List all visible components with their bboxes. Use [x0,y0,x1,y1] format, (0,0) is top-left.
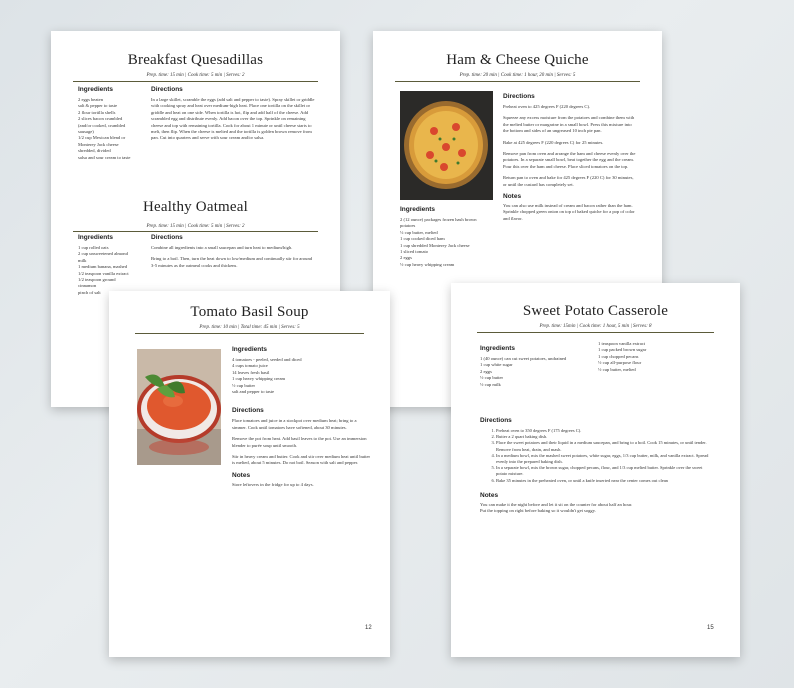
ingredient-item: 1 cup packed brown sugar [598,347,647,353]
ingredients-heading: Ingredients [232,346,268,353]
ingredient-item: 1 cup cooked diced ham [400,236,445,242]
title-rule [73,81,318,82]
ingredient-item: ½ cup butter, melted [598,366,636,372]
ingredient-item: 1 medium banana, mashed [78,264,127,270]
ingredient-item: salt & pepper to taste [78,103,118,109]
title-rule [73,231,318,232]
recipe-meta: Prep. time: 15 min | Cook time: 5 min | Serves: 2 [146,224,245,229]
direction-step: 2. Butter a 2 quart baking dish. [496,434,712,440]
directions-text: Place tomatoes and juice in a stockpot over medium heat; bring to a simmer. Cook until tomatoes have softened, about 30 minutes. [232,418,357,430]
ingredient-item: 1/2 teaspoon vanilla extract [78,270,129,276]
notes-heading: Notes [480,491,499,499]
ingredient-item: ½ cup butter [232,382,256,388]
page-title: Tomato Basil Soup [190,304,309,320]
ingredient-item: pinch of salt [78,289,101,295]
ingredient-item: 2 cup unsweetened almond [78,251,128,257]
ingredient-item: 2 slices bacon crumbled [78,116,123,122]
direction-step: 3. Place the sweet potatoes and their liquid in a medium saucepan, and bring to a boil. Cook 15 minutes, or until tender. Remove from heat, drain, and mash. [496,440,712,452]
direction-step: 6. Bake 35 minutes in the preheated oven, or until a knife inserted near the center comes out clean [496,478,712,484]
ingredient-item: 1 cup rolled oats [78,245,109,250]
ingredient-item: 1/2 cup Mexican blend or [78,135,126,141]
notes-text: You can also use milk instead of cream and bacon rather than the ham. Sprinkle chopped green onion on top of baked quiche for a pop of color and flavor. [503,203,635,221]
ingredient-item: 2 flour tortilla shells [78,109,116,115]
page-title: Breakfast Quesadillas [127,52,264,68]
directions-text: Preheat oven to 425 degrees F (220 degrees C). [503,104,591,109]
ingredient-item: ½ cup heavy whipping cream [400,261,455,267]
ingredient-item: 1 cup chopped pecans [598,353,639,359]
ingredient-item: 2 eggs beaten [78,97,104,102]
recipe-meta: Prep. time: 10 min | Total time: 45 min | Serves: 5 [199,325,300,330]
ingredient-item: 4 cups tomato juice [232,363,268,369]
ingredients-heading: Ingredients [78,234,114,241]
ingredient-item: 14 leaves fresh basil [232,369,270,375]
page-sweet-potato [451,283,740,657]
page-number: 15 [707,625,714,631]
ingredient-item: 1 (40 ounce) can cut sweet potatoes, undrained [480,356,567,361]
ingredient-item: 1/2 teaspoon ground [78,277,116,283]
directions-heading: Directions [480,417,512,424]
directions-heading: Directions [503,93,535,100]
direction-step: 5. In a separate bowl, mix the brown sugar, chopped pecans, flour, and 1/3 cup melted butter. Sprinkle over the sweet potato mixture. [496,465,712,477]
ingredient-item: 2 eggs [480,368,492,374]
directions-text: Bring to a boil. Then, turn the heat down to low/medium and continually stir for around 3-5 minutes as the oatmeal cooks and thickens. [151,256,313,268]
title-rule [477,332,714,333]
recipe-meta: Prep. time: 15 min | Cook time: 5 min | Serves: 2 [146,73,245,78]
directions-text: In a large skillet, scramble the eggs (add salt and pepper to taste). Spray skillet or griddle with cooking spray and heat over medium-high heat. Place one tortilla on the skillet or griddle and heat on one side. When tortilla is hot, flip and add half of the cheese. Add scrambled egg and distribute evenly. Add bacon over the top. Sprinkle on remaining cheese and top with remaining tortilla. Cook for about 1 minute or until cheese starts to melt, then flip. When the cheese is melted and the tortilla is golden brown remove from pan. Cut into quarters and serve with sour cream and/or salsa. [151,97,315,141]
ingredient-item: shredded, divided [78,148,111,154]
notes-text: Put the topping on right before baking so it wouldn't get soggy. [480,508,596,514]
directions-text: Bake at 425 degrees F (220 degrees C) for 25 minutes. [503,139,604,145]
recipe-meta: Prep. time: 20 min | Cook time: 1 hour, 20 min | Serves: 5 [459,73,576,78]
directions-heading: Directions [151,234,183,241]
notes-text: You can make it the night before and let it sit on the counter for about half an hour. [480,501,633,507]
title-rule [135,333,364,334]
notes-text: Store leftovers in the fridge for up to 4 days. [232,481,314,487]
page-tomato-soup [109,291,390,657]
ingredient-item: Monterey Jack cheese [78,141,119,147]
ingredient-item: 1 cup white sugar [480,362,513,368]
directions-text: Combine all ingredients into a small saucepan and turn heat to medium/high. [151,245,293,250]
directions-text: Stir in heavy cream and butter. Cook and stir over medium heat until butter is melted, about 5 minutes. Do not boil. Season with salt and pepper. [232,454,371,466]
recipe-meta: Prep. time: 15min | Cook time: 1 hour, 5 min | Serves: 8 [539,324,652,329]
ingredient-item: ⅓ cup butter, melted [400,229,438,235]
ingredient-item: 1 teaspoon vanilla extract [598,341,646,346]
ingredient-item: sausage) [78,129,94,135]
page-title: Ham & Cheese Quiche [446,52,589,68]
notes-heading: Notes [503,193,522,201]
ingredient-item: salt and pepper to taste [232,389,275,395]
page-number: 12 [365,625,372,631]
ingredient-item: cinnamon [78,283,97,289]
directions-text: Remove pan from oven and arrange the ham and cheese evenly over the potatoes. In a separate small bowl, beat together the egg and the cream. Pour this over the ham and cheese. Place sliced tomatoes on the top. [503,151,636,169]
directions-heading: Directions [151,86,183,93]
title-rule [395,81,640,82]
ingredient-item: 1 cup shredded Monterey Jack cheese [400,242,470,248]
directions-text: Squeeze any excess moisture from the potatoes and combine them with the melted butter or margarine in a small bowl. Press this mixture into the bottom and sides of an ungreased 10 inch pie pan. [503,115,635,134]
ingredient-item: ½ cup milk [480,381,501,387]
page-title: Healthy Oatmeal [142,199,249,215]
ingredient-item: salsa and sour cream to taste [78,154,131,160]
ingredient-item: ½ cup butter [480,375,504,381]
direction-step: 1. Preheat oven to 350 degrees F (175 degrees C). [496,428,712,434]
direction-step: 4. In a medium bowl, mix the mashed sweet potatoes, white sugar, eggs, 1/3 cup butter, milk, and vanilla extract. Spread evenly into the prepared baking dish. [496,453,712,465]
ingredients-heading: Ingredients [480,345,516,352]
ingredient-item: ½ cup all-purpose flour [598,360,642,366]
notes-heading: Notes [232,471,251,479]
directions-text: Return pan to oven and bake for 425 degrees F (220 C) for 30 minutes, or until the custard has completely set. [503,175,634,187]
quiche-photo [400,91,493,200]
soup-photo [137,349,221,465]
directions-text: Remove the pot from heat. Add basil leaves to the pot. Use an immersion blender to purée soup until smooth. [232,436,367,448]
ingredient-item: (and/or cooked, crumbled [78,122,126,128]
directions-heading: Directions [232,407,264,415]
ingredients-heading: Ingredients [78,86,114,93]
ingredient-item: milk [78,257,87,263]
ingredient-item: potatoes [400,223,416,229]
ingredient-item: 1 cup heavy whipping cream [232,376,286,382]
page-title: Sweet Potato Casserole [522,303,669,319]
ingredient-item: 2 eggs [400,255,412,261]
ingredient-item: 1 sliced tomato [400,249,429,255]
ingredients-heading: Ingredients [400,206,436,213]
ingredient-item: 2 (12 ounce) packages frozen hash brown [400,217,477,222]
ingredient-item: 4 tomatoes - peeled, seeded and diced [232,357,302,362]
